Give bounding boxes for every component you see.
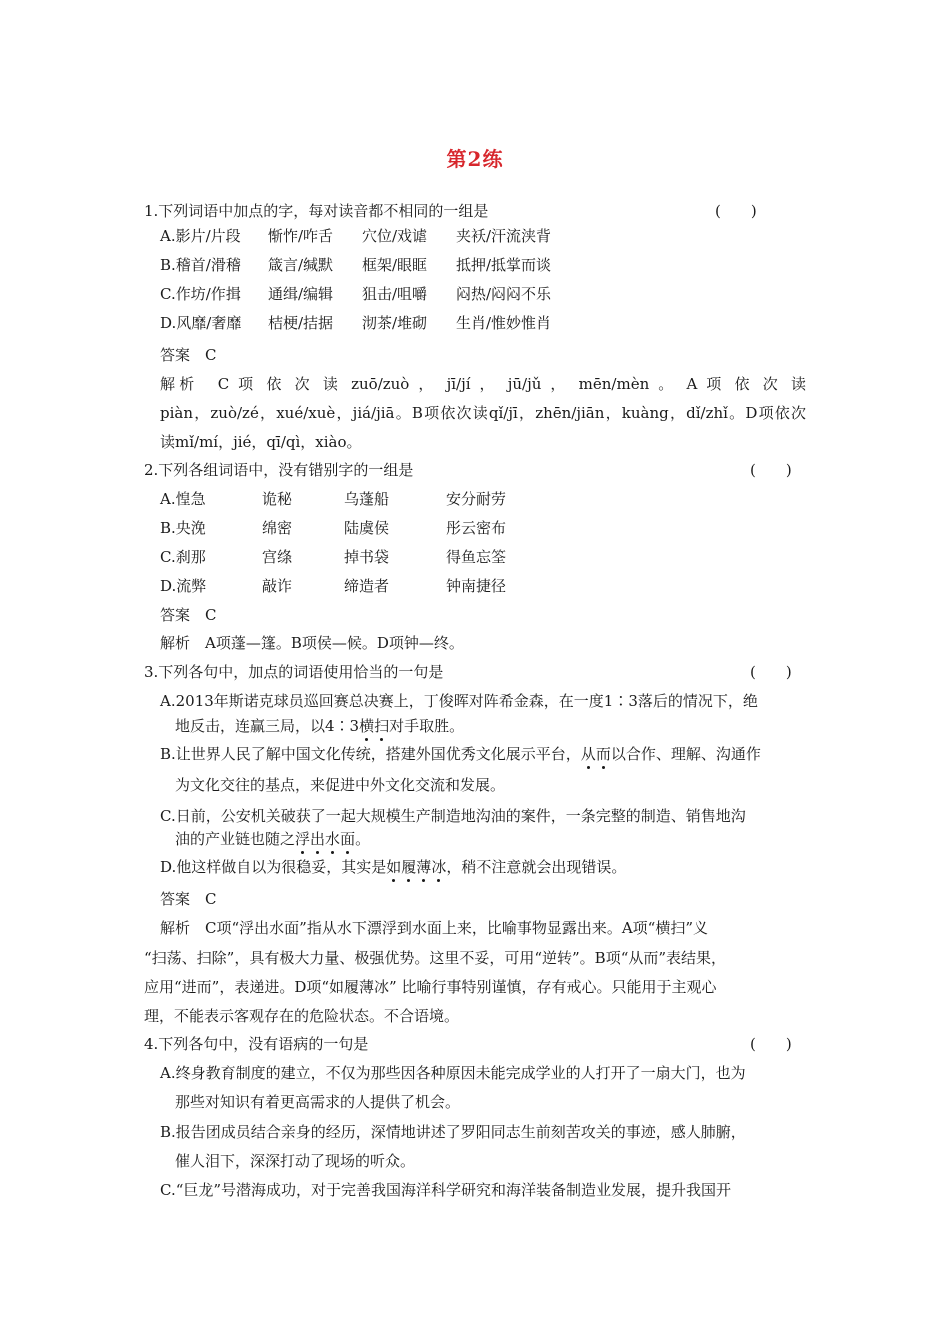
q3-dotted-word-a — [359, 717, 389, 735]
q4-option-b-line-2: 催人泪下，深深打动了现场的听众。 — [175, 1152, 416, 1170]
emphasis-dot-char: 如 — [386, 858, 402, 876]
q1-answer: 答案 C — [160, 346, 217, 364]
q3-option-b-line-2: 为文化交往的基点，来促进中外文化交流和发展。 — [175, 776, 506, 794]
emphasis-dot-char: 水 — [325, 830, 341, 848]
page-title: 第2练 — [446, 147, 504, 171]
emphasis-dot-char: 从 — [580, 745, 596, 763]
q1-answer-blank: ( ) — [715, 202, 757, 220]
q2-answer-blank: ( ) — [750, 461, 792, 479]
q3-answer: 答案 C — [160, 890, 217, 908]
q4-option-a-line-1: A.终身教育制度的建立，不仅为那些因各种原因未能完成学业的人打开了一扇大门，也为 — [160, 1064, 746, 1082]
q3-option-b-line-1: B.让世界人民了解中国文化传统，搭建外国优秀文化展示平台，从而以合作、理解、沟通作 — [160, 745, 761, 763]
q3-analysis-line-1: 解析 C项“浮出水面”指从水下漂浮到水面上来，比喻事物显露出来。A项“横扫”义 — [160, 919, 708, 937]
q2-analysis: 解析 A项蓬—篷。B项侯—候。D项钟—终。 — [160, 634, 464, 652]
q1-analysis-line-1: 解析 C 项 依 次 读 zuō/zuò ， jī/jí ， jū/jǔ ， mēn/mèn 。 A 项 依 次 读 — [160, 375, 806, 393]
emphasis-dot-char: 而 — [595, 745, 611, 763]
q3-answer-blank: ( ) — [750, 663, 792, 681]
q4-option-a-line-2: 那些对知识有着更高需求的人提供了机会。 — [175, 1093, 461, 1111]
q1-stem: 1.下列词语中加点的字，每对读音都不相同的一组是 — [144, 202, 489, 220]
q3-option-a-line-1: A.2013年斯诺克球员巡回赛总决赛上，丁俊晖对阵希金森，在一度1∶3落后的情况下，绝 — [160, 692, 758, 710]
q4-answer-blank: ( ) — [750, 1035, 792, 1053]
emphasis-dot-char: 横 — [359, 717, 375, 735]
q3-analysis-line-3: 应用“进而”，表递进。D项“如履薄冰” 比喻行事特别谨慎，存有戒心。只能用于主观心 — [144, 978, 717, 996]
q3-option-c-line-1: C.日前，公安机关破获了一起大规模生产制造地沟油的案件，一条完整的制造、销售地沟 — [160, 807, 746, 825]
q3-stem: 3.下列各句中，加点的词语使用恰当的一句是 — [144, 663, 444, 681]
emphasis-dot-char: 扫 — [374, 717, 390, 735]
emphasis-dot-char: 浮 — [295, 830, 311, 848]
emphasis-dot-char: 冰 — [431, 858, 447, 876]
q4-stem: 4.下列各句中，没有语病的一句是 — [144, 1035, 369, 1053]
q3-analysis-line-4: 理，不能表示客观存在的危险状态。不合语境。 — [144, 1007, 460, 1025]
q4-option-c-line-1: C.“巨龙”号潜海成功，对于完善我国海洋科学研究和海洋装备制造业发展，提升我国开 — [160, 1181, 732, 1199]
emphasis-dot-char: 薄 — [416, 858, 432, 876]
emphasis-dot-char: 履 — [401, 858, 417, 876]
q3-option-d: D.他这样做自以为很稳妥，其实是如履薄冰，稍不注意就会出现错误。 — [160, 858, 627, 876]
q3-dotted-word-b — [581, 745, 611, 763]
q3-dotted-word-d — [386, 858, 446, 876]
q3-option-c-line-2: 油的产业链也随之浮出水面。 — [175, 830, 371, 848]
document-page: 第2练 1.下列词语中加点的字，每对读音都不相同的一组是 ( ) A.影片/片段 惭怍/咋舌 穴位/戏谑 夹袄/汗流浃背 B.稽首/滑稽 箴言/缄默 框架/眼眶 抵押/抵掌而谈 C.作坊/作揖 通缉/编辑 狙击/咀嚼 闷热/闷闷不乐 D.风靡/奢靡 桔梗/拮据 沏茶/堆砌 生肖/惟妙惟肖 答案 C 解析 C 项 依 次 读 zuō/zuò ， jī/jí ， jū/jǔ ， mēn/mèn 。 A 项 依 次 读 piàn，zuò/zé，xué/xuè，jiá/jiā。B项依次读qǐ/jī，zhēn/jiān，kuàng，dǐ/zhǐ。D项依次 读mǐ/mí，jié，qī/qì，xiào。 2.下列各组词语中，没有错别字的一组是 ( ) A.惶急 诡秘 乌蓬船 安分耐劳 B.央浼 绵密 陆虞侯 彤云密布 C.刹那 宫绦 掉书袋 得鱼忘筌 D.流弊 敲诈 缔造者 钟南捷径 答案 C 解析 A项蓬—篷。B项侯—候。D项钟—终。 3.下列各句中，加点的词语使用恰当的一句是 ( ) A.2013年斯诺克球员巡回赛总决赛上，丁俊晖对阵希金森，在一度1∶3落后的情况下，绝 地反击，连赢三局，以4∶3横扫对手取胜。 B.让世界人民了解中国文化传统，搭建外国优秀文化展示平台，从而以合作、理解、沟通作 为文化交往的基点，来促进中外文化交流和发展。 C.日前，公安机关破获了一起大规模生产制造地沟油的案件，一条完整的制造、销售地沟 油的产业链也随之浮出水面。 D.他这样做自以为很稳妥，其实是如履薄冰，稍不注意就会出现错误。 答案 C 解析 C项“浮出水面”指从水下漂浮到水面上来，比喻事物显露出来。A项“横扫”义 “扫荡、扫除”，具有极大力量、极强优势。这里不妥，可用“逆转”。B项“从而”表结果， 应用“进而”，表递进。D项“如履薄冰” 比喻行事特别谨慎，存有戒心。只能用于主观心 理，不能表示客观存在的危险状态。不合语境。 4.下列各句中，没有语病的一句是 ( ) A.终身教育制度的建立，不仅为那些因各种原因未能完成学业的人打开了一扇大门，也为 那些对知识有着更高需求的人提供了机会。 B.报告团成员结合亲身的经历，深情地讲述了罗阳同志生前刻苦攻关的事迹，感人肺腑， 催人泪下，深深打动了现场的听众。 C.“巨龙”号潜海成功，对于完善我国海洋科学研究和海洋装备制造业发展，提升我国开 — [0, 0, 950, 1344]
emphasis-dot-char: 面 — [340, 830, 356, 848]
q1-analysis-line-3: 读mǐ/mí，jié，qī/qì，xiào。 — [160, 433, 362, 451]
q2-answer: 答案 C — [160, 606, 217, 624]
q3-dotted-word-c — [295, 830, 355, 848]
q2-stem: 2.下列各组词语中，没有错别字的一组是 — [144, 461, 414, 479]
q3-analysis-line-2: “扫荡、扫除”，具有极大力量、极强优势。这里不妥，可用“逆转”。B项“从而”表结果， — [144, 949, 727, 967]
q1-analysis-line-2: piàn，zuò/zé，xué/xuè，jiá/jiā。B项依次读qǐ/jī，zhēn/jiān，kuàng，dǐ/zhǐ。D项依次 — [160, 404, 806, 422]
q4-option-b-line-1: B.报告团成员结合亲身的经历，深情地讲述了罗阳同志生前刻苦攻关的事迹，感人肺腑， — [160, 1123, 746, 1141]
q3-option-a-line-2: 地反击，连赢三局，以4∶3横扫对手取胜。 — [175, 717, 465, 735]
emphasis-dot-char: 出 — [310, 830, 326, 848]
